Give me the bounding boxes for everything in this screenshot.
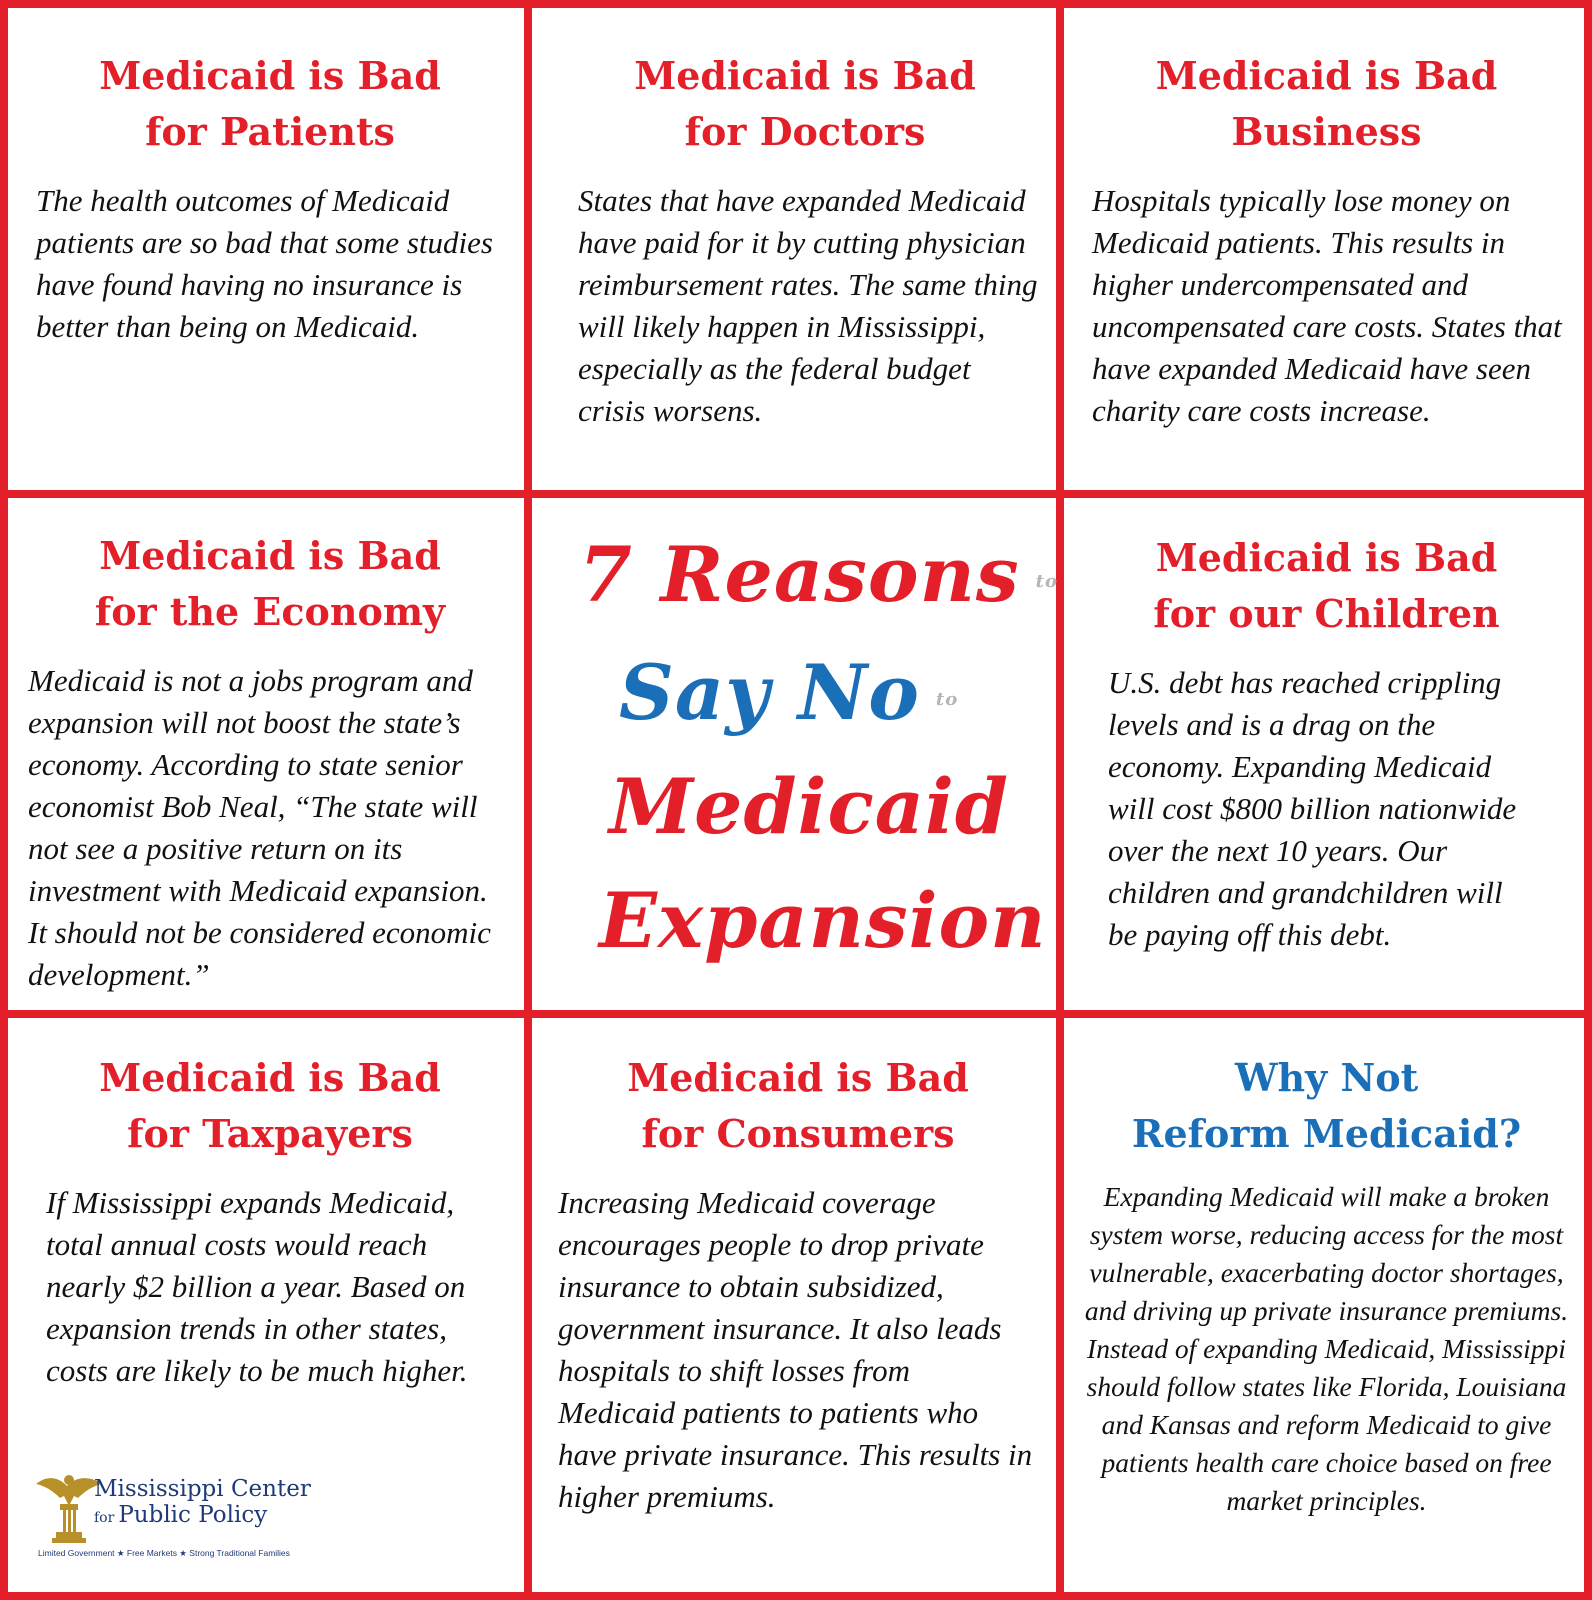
- heading-line-1: Medicaid is Bad: [99, 53, 441, 98]
- organization-logo: [34, 1466, 334, 1566]
- heading-line-2: for Patients: [145, 109, 395, 154]
- cell-economy: [20, 528, 520, 1008]
- heading-children: [1074, 530, 1579, 642]
- grid-hline-1: [0, 490, 1592, 498]
- grid-border-bottom: [0, 1592, 1592, 1600]
- cell-reform: [1074, 1050, 1579, 1585]
- grid-vline-1: [524, 0, 532, 1600]
- title-medicaid: Medicaid: [609, 762, 1010, 851]
- heading-line-1: Medicaid is Bad: [1155, 53, 1498, 98]
- title-say-no: Say No: [619, 648, 920, 737]
- heading-line-1: Medicaid is Bad: [627, 1055, 969, 1100]
- heading-reform: [1074, 1050, 1579, 1162]
- grid-vline-2: [1056, 0, 1064, 1600]
- title-line-1: [579, 530, 1058, 619]
- logo-text-for: for: [94, 1510, 115, 1526]
- title-seven-reasons: 7 Reasons: [579, 530, 1020, 619]
- title-to-1: to: [1035, 570, 1058, 592]
- grid-hline-2: [0, 1010, 1592, 1018]
- heading-line-1: Medicaid is Bad: [99, 1055, 441, 1100]
- heading-doctors: [560, 48, 1050, 160]
- heading-line-2: for Doctors: [684, 109, 926, 154]
- title-line-3: [609, 762, 1009, 851]
- heading-economy: [20, 528, 520, 640]
- heading-line-2: for Consumers: [641, 1111, 955, 1156]
- cell-taxpayers: [20, 1050, 520, 1450]
- heading-line-2: for Taxpayers: [127, 1111, 413, 1156]
- body-taxpayers: If Mississippi expands Medicaid, total annual costs would reach nearly $2 billion a year. Based on expansion trends in other states, costs are likely to be much higher.: [46, 1185, 468, 1388]
- heading-line-1: Medicaid is Bad: [99, 533, 441, 578]
- logo-tagline: Limited Government ★ Free Markets ★ Strong Traditional Families: [38, 1548, 290, 1558]
- heading-patients: [20, 48, 520, 160]
- body-patients: The health outcomes of Medicaid patients are so bad that some studies have found having no insurance is better than being on Medicaid.: [36, 183, 493, 344]
- main-title: [535, 500, 1058, 1000]
- title-expansion: Expansion: [599, 876, 1047, 965]
- body-reform: Expanding Medicaid will make a broken system worse, reducing access for the most vulnerable, exacerbating doctor shortages, and driving up private insurance premiums. Instead of expanding Medicaid, Mississippi should follow states like Florida, Louisiana and Kansas and reform Medicaid to give patients health care choice based on free market principles.: [1084, 1181, 1569, 1516]
- title-line-4: [599, 876, 1046, 965]
- logo-text-line-1: Mississippi Center: [94, 1476, 311, 1502]
- grid-border-right: [1584, 0, 1592, 1600]
- grid-border-left: [0, 0, 8, 1600]
- heading-line-2: Business: [1231, 109, 1422, 154]
- body-consumers: Increasing Medicaid coverage encourages people to drop private insurance to obtain subsidized, government insurance. It also leads hospitals to shift losses from Medicaid patients to patients who have private insurance. This results in higher premiums.: [558, 1185, 1033, 1514]
- heading-line-1: Why Not: [1234, 1055, 1419, 1100]
- heading-line-2: Reform Medicaid?: [1131, 1111, 1522, 1156]
- cell-children: [1074, 530, 1579, 1008]
- logo-text-line-2: [94, 1502, 267, 1528]
- heading-taxpayers: [20, 1050, 520, 1162]
- heading-business: [1074, 48, 1579, 160]
- body-doctors: States that have expanded Medicaid have paid for it by cutting physician reimbursement rates. The same thing will likely happen in Mississippi, especially as the federal budget crisis worsens.: [578, 183, 1038, 428]
- cell-doctors: [560, 48, 1050, 478]
- cell-business: [1074, 48, 1579, 478]
- heading-line-1: Medicaid is Bad: [634, 53, 976, 98]
- body-children: U.S. debt has reached crippling levels and is a drag on the economy. Expanding Medicaid will cost $800 billion nationwide over the next 10 years. Our children and grandchildren will be paying off this debt.: [1108, 665, 1517, 952]
- grid-border-top: [0, 0, 1592, 8]
- cell-consumers: [548, 1050, 1048, 1585]
- heading-consumers: [548, 1050, 1048, 1162]
- body-business: Hospitals typically lose money on Medicaid patients. This results in higher undercompensated and uncompensated care costs. States that have expanded Medicaid have seen charity care costs increase.: [1092, 183, 1562, 428]
- logo-text-public-policy: Public Policy: [118, 1502, 268, 1528]
- heading-line-2: for the Economy: [94, 589, 446, 634]
- title-to-2: to: [935, 688, 959, 710]
- heading-line-1: Medicaid is Bad: [1155, 535, 1498, 580]
- body-economy: Medicaid is not a jobs program and expansion will not boost the state’s economy. According to state senior economist Bob Neal, “The state will not see a positive return on its investment with Medicaid expansion. It should not be considered economic development.”: [28, 663, 491, 992]
- heading-line-2: for our Children: [1153, 591, 1500, 636]
- cell-patients: [20, 48, 520, 478]
- title-line-2: [619, 648, 958, 737]
